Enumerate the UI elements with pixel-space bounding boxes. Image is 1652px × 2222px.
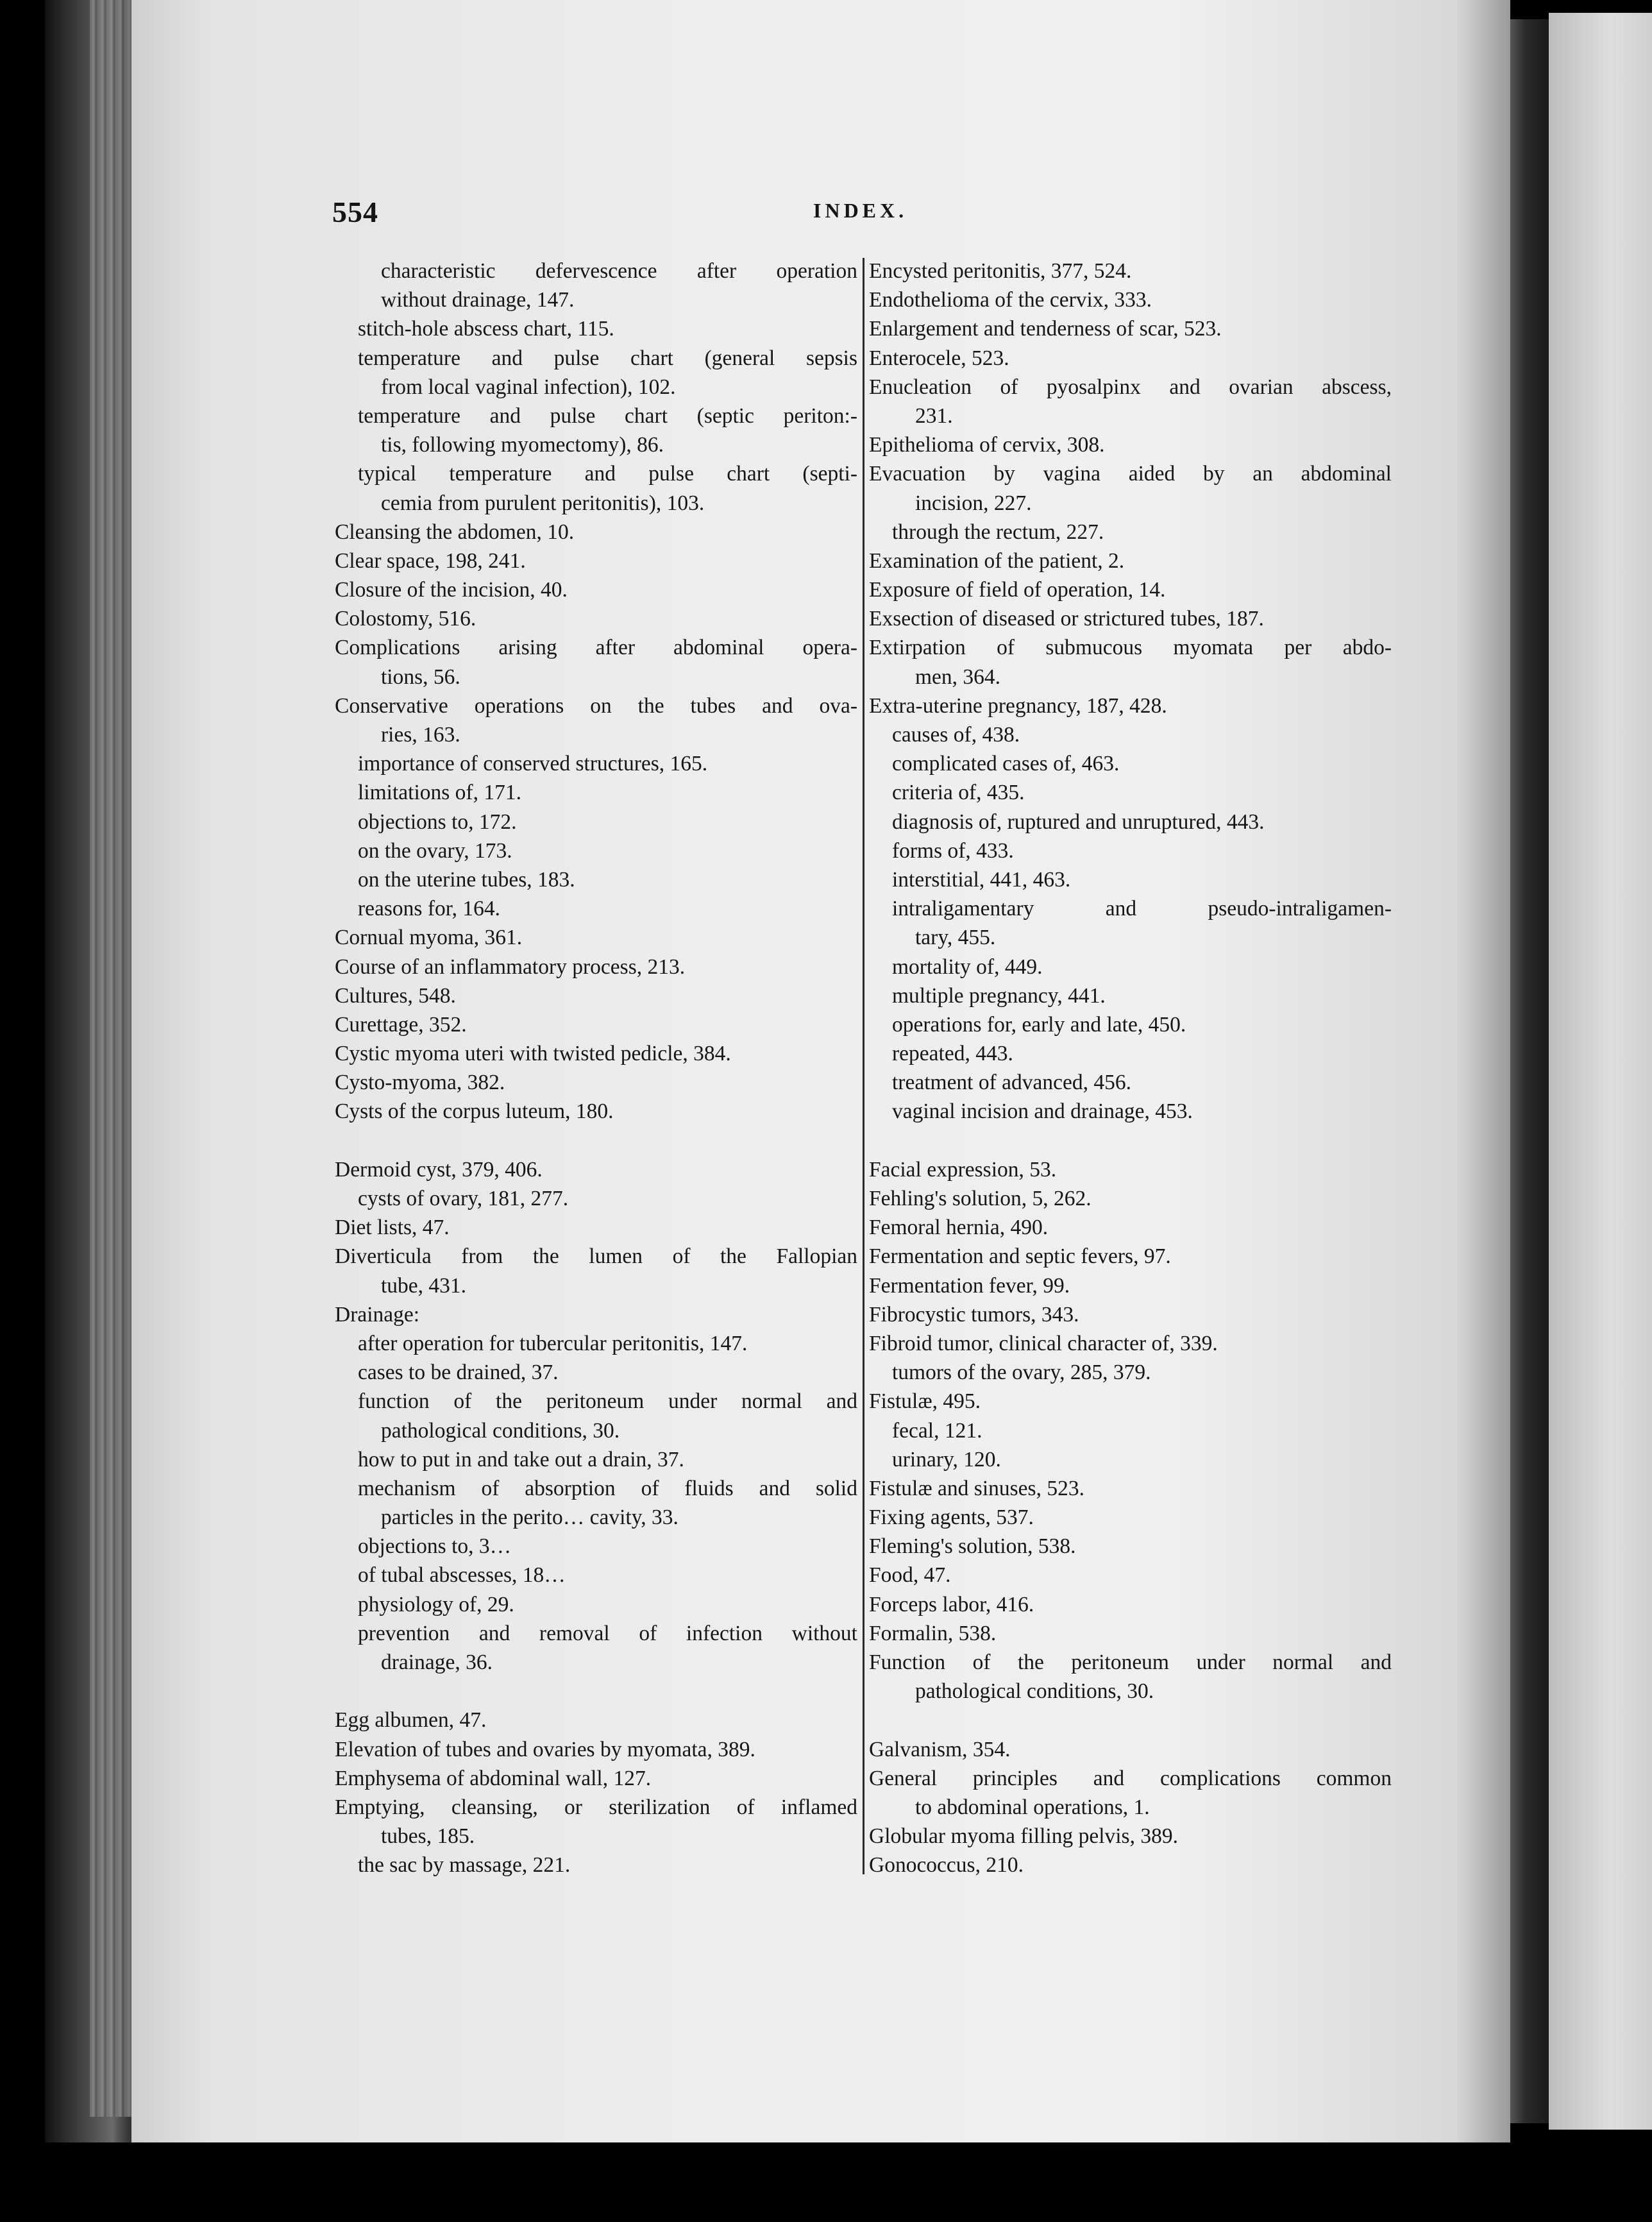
index-subentry: temperature and pulse chart (general sepsis xyxy=(358,346,857,370)
index-entry: Clear space, 198, 241. xyxy=(335,548,526,573)
index-subentry: urinary, 120. xyxy=(892,1447,1001,1471)
index-entry: Fistulæ and sinuses, 523. xyxy=(869,1476,1084,1500)
index-entry: Forceps labor, 416. xyxy=(869,1592,1034,1616)
index-subentry: temperature and pulse chart (septic periton:- xyxy=(358,403,857,428)
index-subentry: without drainage, 147. xyxy=(381,288,575,312)
page-stack xyxy=(90,0,135,2117)
index-subentry: treatment of advanced, 456. xyxy=(892,1071,1131,1095)
index-entry: Exsection of diseased or strictured tubes, 187. xyxy=(869,607,1264,631)
index-subentry: after operation for tubercular peritonitis, 147. xyxy=(358,1331,748,1355)
index-gap xyxy=(335,1126,857,1155)
index-entry: Elevation of tubes and ovaries by myomata, 389. xyxy=(335,1737,755,1761)
index-entry: Fistulæ, 495. xyxy=(869,1389,981,1414)
index-subentry: tis, following myomectomy), 86. xyxy=(381,433,664,457)
index-subentry: 231. xyxy=(915,403,953,428)
index-entry: Fermentation and septic fevers, 97. xyxy=(869,1244,1171,1269)
index-subentry: stitch-hole abscess chart, 115. xyxy=(358,317,614,341)
index-column-right xyxy=(869,257,1392,1880)
index-subentry: cysts of ovary, 181, 277. xyxy=(358,1187,569,1210)
index-subentry: cases to be drained, 37. xyxy=(358,1361,559,1385)
column-divider xyxy=(863,258,864,1874)
index-subentry: on the ovary, 173. xyxy=(358,838,512,863)
index-subentry: importance of conserved structures, 165. xyxy=(358,752,708,776)
index-subentry: fecal, 121. xyxy=(892,1418,982,1443)
index-gap xyxy=(335,1677,857,1706)
index-entry: Fixing agents, 537. xyxy=(869,1505,1034,1530)
index-entry: Drainage: xyxy=(335,1302,420,1327)
index-entry: Course of an inflammatory process, 213. xyxy=(335,954,686,979)
index-subentry: limitations of, 171. xyxy=(358,781,521,805)
index-entry: Fleming's solution, 538. xyxy=(869,1534,1076,1559)
index-subentry: intraligamentary and pseudo-intraligamen- xyxy=(892,897,1392,921)
index-entry: Closure of the incision, 40. xyxy=(335,578,568,602)
index-subentry: function of the peritoneum under normal and xyxy=(358,1389,857,1414)
index-entry: Cultures, 548. xyxy=(335,983,456,1008)
index-subentry: reasons for, 164. xyxy=(358,897,500,921)
index-entry: Endothelioma of the cervix, 333. xyxy=(869,288,1152,312)
index-subentry: prevention and removal of infection without xyxy=(358,1621,857,1645)
index-entry: Diverticula from the lumen of the Fallopian xyxy=(335,1244,857,1269)
index-column-left xyxy=(335,257,857,1880)
index-entry: Conservative operations on the tubes and ova- xyxy=(335,693,857,718)
index-subentry: the sac by massage, 221. xyxy=(358,1853,571,1878)
index-subentry: criteria of, 435. xyxy=(892,781,1025,805)
index-entry: Enucleation of pyosalpinx and ovarian abscess, xyxy=(869,375,1392,399)
index-subentry: tube, 431. xyxy=(381,1273,467,1298)
index-entry: Epithelioma of cervix, 308. xyxy=(869,433,1105,457)
index-entry: Globular myoma filling pelvis, 389. xyxy=(869,1824,1178,1849)
index-entry: Fehling's solution, 5, 262. xyxy=(869,1187,1092,1210)
index-entry: Cystic myoma uteri with twisted pedicle, 384. xyxy=(335,1042,731,1066)
index-subentry: complicated cases of, 463. xyxy=(892,752,1120,776)
index-entry: Dermoid cyst, 379, 406. xyxy=(335,1157,543,1182)
index-entry: Extra-uterine pregnancy, 187, 428. xyxy=(869,693,1167,718)
index-subentry: operations for, early and late, 450. xyxy=(892,1012,1186,1037)
index-entry: Galvanism, 354. xyxy=(869,1737,1011,1761)
index-subentry: through the rectum, 227. xyxy=(892,520,1104,544)
index-subentry: tubes, 185. xyxy=(381,1824,475,1849)
index-entry: Emphysema of abdominal wall, 127. xyxy=(335,1766,652,1790)
page-number: 554 xyxy=(332,196,378,228)
next-page-edge xyxy=(1549,13,1652,2130)
index-entry: Femoral hernia, 490. xyxy=(869,1216,1049,1240)
index-entry: Emptying, cleansing, or sterilization of inflamed xyxy=(335,1795,857,1819)
index-entry: Egg albumen, 47. xyxy=(335,1708,487,1733)
index-gap xyxy=(869,1126,1392,1155)
index-entry: Cysto-myoma, 382. xyxy=(335,1071,505,1095)
index-entry: Colostomy, 516. xyxy=(335,607,476,631)
index-subentry: tary, 455. xyxy=(915,926,996,950)
index-entry: Cysts of the corpus luteum, 180. xyxy=(335,1099,614,1124)
index-entry: Enterocele, 523. xyxy=(869,346,1009,370)
index-subentry: multiple pregnancy, 441. xyxy=(892,983,1106,1008)
index-subentry: particles in the perito… cavity, 33. xyxy=(381,1505,678,1530)
index-entry: Extirpation of submucous myomata per abdo- xyxy=(869,636,1392,660)
index-entry: Fibrocystic tumors, 343. xyxy=(869,1302,1079,1327)
index-entry: Cornual myoma, 361. xyxy=(335,926,523,950)
index-entry: Fermentation fever, 99. xyxy=(869,1273,1070,1298)
index-subentry: typical temperature and pulse chart (septi- xyxy=(358,462,857,486)
index-entry: Curettage, 352. xyxy=(335,1012,467,1037)
scan-border xyxy=(0,2142,1652,2222)
index-entry: Formalin, 538. xyxy=(869,1621,997,1645)
index-subentry: cemia from purulent peritonitis), 103. xyxy=(381,491,705,515)
index-subentry: causes of, 438. xyxy=(892,723,1020,747)
index-subentry: tions, 56. xyxy=(381,665,460,689)
index-entry: Fibroid tumor, clinical character of, 339. xyxy=(869,1331,1218,1355)
index-subentry: objections to, 172. xyxy=(358,810,517,834)
index-gap xyxy=(869,1706,1392,1734)
page-title: INDEX. xyxy=(813,199,908,222)
index-subentry: mechanism of absorption of fluids and solid xyxy=(358,1476,857,1500)
index-entry: Encysted peritonitis, 377, 524. xyxy=(869,259,1132,283)
index-subentry: objections to, 3… xyxy=(358,1534,512,1559)
index-subentry: diagnosis of, ruptured and unruptured, 443. xyxy=(892,810,1265,834)
index-subentry: how to put in and take out a drain, 37. xyxy=(358,1447,684,1471)
index-subentry: forms of, 433. xyxy=(892,838,1014,863)
index-entry: Gonococcus, 210. xyxy=(869,1853,1024,1878)
index-subentry: pathological conditions, 30. xyxy=(915,1679,1154,1704)
index-entry: Enlargement and tenderness of scar, 523. xyxy=(869,317,1222,341)
index-entry: Diet lists, 47. xyxy=(335,1216,450,1240)
running-head xyxy=(332,192,1378,237)
index-entry: Complications arising after abdominal opera- xyxy=(335,636,857,660)
index-subentry: physiology of, 29. xyxy=(358,1592,514,1616)
index-subentry: characteristic defervescence after operation xyxy=(381,259,857,283)
index-entry: Function of the peritoneum under normal and xyxy=(869,1650,1392,1674)
index-subentry: of tubal abscesses, 18… xyxy=(358,1563,566,1588)
index-entry: Examination of the patient, 2. xyxy=(869,548,1125,573)
index-subentry: pathological conditions, 30. xyxy=(381,1418,620,1443)
index-entry: Facial expression, 53. xyxy=(869,1157,1057,1182)
index-subentry: drainage, 36. xyxy=(381,1650,493,1674)
index-subentry: repeated, 443. xyxy=(892,1042,1013,1066)
index-subentry: incision, 227. xyxy=(915,491,1032,515)
book-gutter xyxy=(1510,19,1549,2123)
index-entry: General principles and complications common xyxy=(869,1766,1392,1790)
index-subentry: on the uterine tubes, 183. xyxy=(358,867,575,892)
index-subentry: to abdominal operations, 1. xyxy=(915,1795,1150,1819)
index-entry: Evacuation by vagina aided by an abdominal xyxy=(869,462,1392,486)
index-subentry: vaginal incision and drainage, 453. xyxy=(892,1099,1193,1124)
index-subentry: interstitial, 441, 463. xyxy=(892,867,1071,892)
index-entry: Food, 47. xyxy=(869,1563,951,1588)
index-subentry: mortality of, 449. xyxy=(892,954,1043,979)
index-entry: Cleansing the abdomen, 10. xyxy=(335,520,575,544)
index-subentry: men, 364. xyxy=(915,665,1001,689)
index-subentry: ries, 163. xyxy=(381,723,460,747)
index-subentry: from local vaginal infection), 102. xyxy=(381,375,676,399)
index-entry: Exposure of field of operation, 14. xyxy=(869,578,1166,602)
index-subentry: tumors of the ovary, 285, 379. xyxy=(892,1361,1151,1385)
